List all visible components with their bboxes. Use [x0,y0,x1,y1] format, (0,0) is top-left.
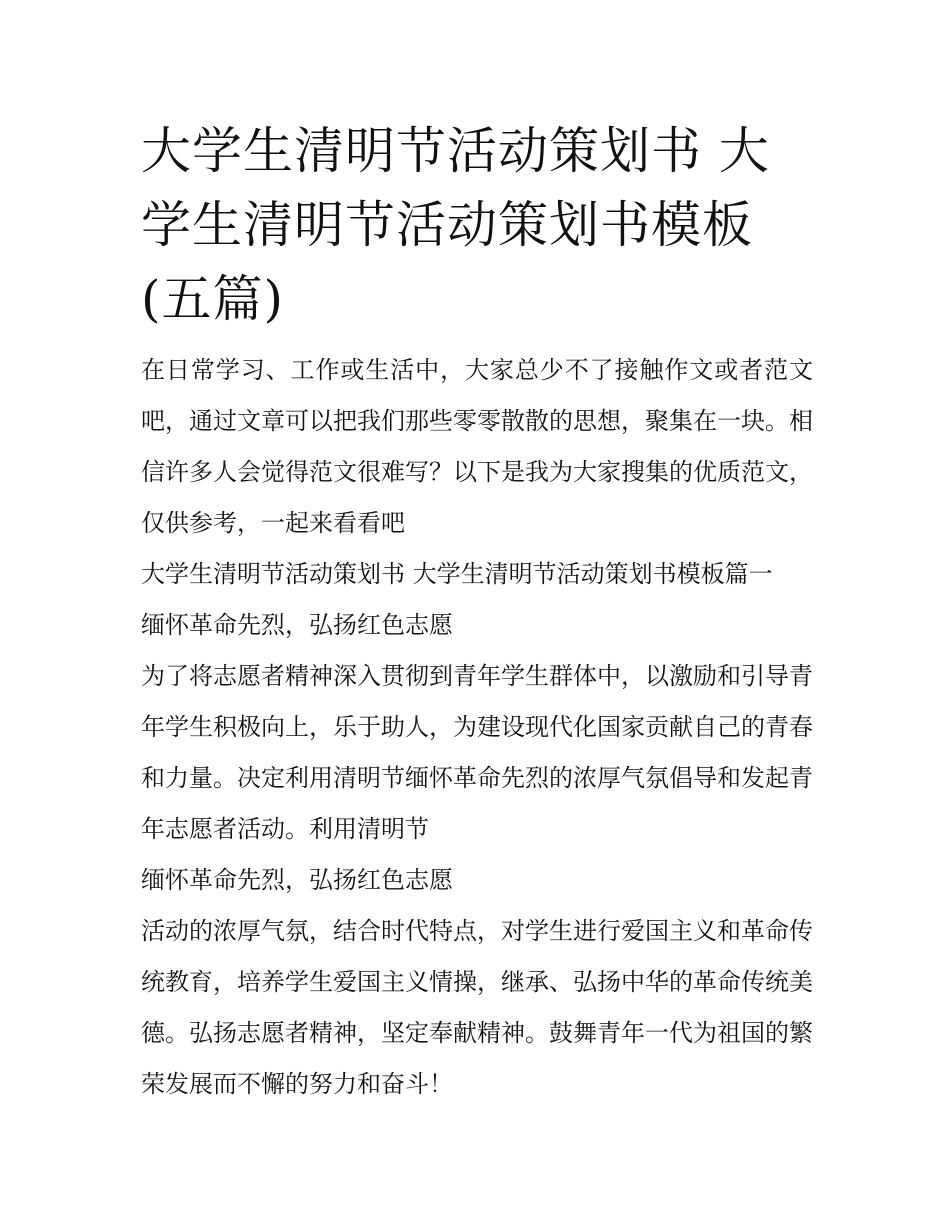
activity-theme: 缅怀革命先烈，弘扬红色志愿 [141,611,453,639]
activity-theme-repeat: 缅怀革命先烈，弘扬红色志愿 [141,866,453,894]
body-paragraph: 活动的浓厚气氛，结合时代特点，对学生进行爱国主义和革命传统教育，培养学生爱国主义情操，继承、弘扬中华的革命传统美德。弘扬志愿者精神，坚定奉献精神。鼓舞青年一代为祖国的繁荣发展而不懈的努力和奋斗！ [141,917,813,1098]
document-title: 大学生清明节活动策划书 大学生清明节活动策划书模板(五篇) [141,122,770,328]
body-paragraph: 为了将志愿者精神深入贯彻到青年学生群体中，以激励和引导青年学生积极向上，乐于助人，为建设现代化国家贡献自己的青春和力量。决定利用清明节缅怀革命先烈的浓厚气氛倡导和发起青年志愿者活动。利用清明节 [141,662,813,843]
document-page [141,114,813,1110]
section-heading: 大学生清明节活动策划书 大学生清明节活动策划书模板篇一 [141,560,773,588]
intro-paragraph: 在日常学习、工作或生活中，大家总少不了接触作文或者范文吧，通过文章可以把我们那些零零散散的思想，聚集在一块。相信许多人会觉得范文很难写？以下是我为大家搜集的优质范文，仅供参考，一起来看看吧 [141,356,813,537]
